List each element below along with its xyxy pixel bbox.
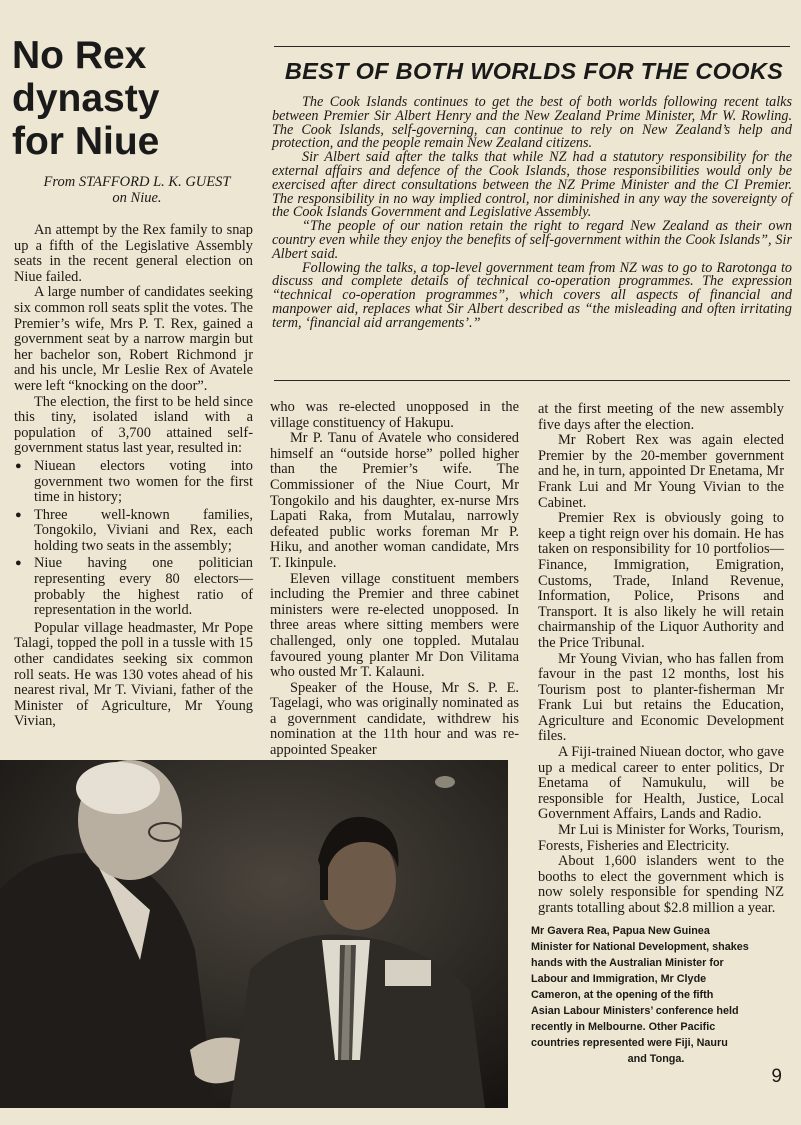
box-body <box>272 96 792 331</box>
bullet-item: ● Niuean electors voting into government two women for the first time in history; <box>14 459 253 506</box>
article-headline <box>12 34 262 163</box>
paragraph: About 1,600 islanders went to the booths to elect the government which is now solely responsible for spending NZ grants totalling about $2.8 million a year. <box>538 853 784 916</box>
bullet-item: ● Three well-known families, Tongokilo, Viviani and Rex, each holding two seats in the assembly; <box>14 508 253 555</box>
paragraph: Speaker of the House, Mr S. P. E. Tagelagi, who was originally nominated as a government candidate, withdrew his nomination at the 11th hour and was re-appointed Speaker <box>270 679 519 759</box>
paragraph: A Fiji-trained Niuean doctor, who gave up a medical career to enter politics, Dr Enetama of Namukulu, will be responsible for Health, Justice, Local Government Affairs, Lands and Radio. <box>538 744 784 823</box>
box-top-rule <box>274 46 790 47</box>
box-paragraph: Sir Albert said after the talks that while NZ had a statutory responsibility for the external affairs and defence of the Cook Islands, those responsibilities would only be exercised after direct consultations between the NZ Prime Minister and the CI Premier. The responsibility in no way implied control, nor diminished in any way the sovereignty of the Cook Islands Government and Legislative Assembly. <box>272 149 792 221</box>
page-number: 9 <box>771 1066 782 1087</box>
paragraph: Mr Young Vivian, who has fallen from favour in the past 12 months, lost his Tourism post to planter-fisherman Mr Frank Lui but retains the Education, Agriculture and Economic Development files. <box>538 650 784 745</box>
paragraph: Premier Rex is obviously going to keep a tight reign over his domain. He has taken on responsibility for 10 portfolios—Finance, Immigration, Emigration, Customs, Trade, Inland Revenue, Information, Police, Prisons and Transport. It is also likely he will retain chairmanship of the Liquor Authority and the Price Tribunal. <box>538 510 784 651</box>
paragraph: Eleven village constituent members including the Premier and three cabinet ministers were re-elected unopposed. In three areas where sitting members were challenged, only one toppled. Mutalau favoured young planter Mr Don Vilitama who ousted Mr T. Kalauni. <box>270 570 519 681</box>
handshake-photo-illustration <box>0 760 508 1108</box>
byline-author: From STAFFORD L. K. GUEST <box>43 174 231 190</box>
caption-line: recently in Melbourne. Other Pacific <box>531 1021 716 1033</box>
caption-line: countries represented were Fiji, Nauru <box>531 1037 728 1049</box>
byline <box>14 174 260 206</box>
bullet-item: ● Niue having one politician representing every 80 electors—probably the highest ratio of representation in the world. <box>14 556 253 618</box>
byline-location: on Niue. <box>112 190 162 206</box>
headline-line: dynasty <box>12 77 160 120</box>
paragraph: An attempt by the Rex family to snap up a fifth of the Legislative Assembly seats in the recent general election on Niue failed. <box>14 222 253 285</box>
article-column-3 <box>538 402 784 917</box>
photo-caption <box>531 923 781 1067</box>
caption-line: Labour and Immigration, Mr Clyde <box>531 973 707 985</box>
caption-line: and Tonga. <box>627 1053 685 1065</box>
caption-line: Asian Labour Ministers’ conference held <box>531 1005 739 1017</box>
paragraph: Mr P. Tanu of Avatele who considered himself an “outside horse” polled higher than the Premier’s wife. The Commissioner of the Niue Court, Mr Tongokilo and his daughter, ex-nurse Mrs Lapati Raka, from Mutalau, narrowly defeated public works foreman Mr P. Hiku, and another woman candidate, Mrs T. Ikinpule. <box>270 430 519 571</box>
box-paragraph: “The people of our nation retain the right to regard New Zealand as their own country even while they enjoy the benefits of self-government within the Cook Islands”, Sir Albert said. <box>272 218 792 262</box>
news-photo <box>0 760 508 1108</box>
box-paragraph: Following the talks, a top-level government team from NZ was to go to Rarotonga to discuss and complete details of technical co-operation programmes. The expression “technical co-operation programmes”, which covers all aspects of financial and manpower aid, replaces what Sir Albert described as “the misleading and often irritating term, ‘financial aid arrangements’.” <box>272 259 792 331</box>
paragraph: Popular village headmaster, Mr Pope Talagi, topped the poll in a tussle with 15 other candidates seeking six common roll seats. He was 130 votes ahead of his nearest rival, Mr T. Viviani, father of the Minister of Agriculture, Mr Young Vivian, <box>14 619 253 730</box>
paragraph: Mr Robert Rex was again elected Premier by the 20-member government and he, in turn, appointed Dr Enetama, Mr Frank Lui and Mr Young Vivian to the Cabinet. <box>538 432 784 511</box>
paragraph: at the first meeting of the new assembly five days after the election. <box>538 401 784 433</box>
paragraph: The election, the first to be held since this tiny, isolated island with a population of 3,700 attained self-government status last year, resulted in: <box>14 393 253 457</box>
paragraph: who was re-elected unopposed in the village constituency of Hakupu. <box>270 399 519 431</box>
headline-line: for Niue <box>12 120 160 163</box>
box-paragraph: The Cook Islands continues to get the best of both worlds following recent talks between Premier Sir Albert Henry and the New Zealand Prime Minister, Mr W. Rowling. The Cook Islands, self-governing, can continue to rely on New Zealand’s help and protection, and the people remain New Zealand citizens. <box>272 94 792 152</box>
caption-line: Cameron, at the opening of the fifth <box>531 989 714 1001</box>
paragraph: Mr Lui is Minister for Works, Tourism, Forests, Fisheries and Electricity. <box>538 822 784 854</box>
caption-line: Mr Gavera Rea, Papua New Guinea <box>531 925 710 937</box>
headline-line: No Rex <box>12 34 147 77</box>
article-column-1 <box>14 223 253 730</box>
article-column-2 <box>270 400 519 759</box>
caption-line: hands with the Australian Minister for <box>531 957 724 969</box>
caption-line: Minister for National Development, shakes <box>531 941 749 953</box>
box-bottom-rule <box>274 380 790 381</box>
box-headline: BEST OF BOTH WORLDS FOR THE COOKS <box>284 58 784 84</box>
bullet-list <box>14 459 253 619</box>
paragraph: A large number of candidates seeking six common roll seats split the votes. The Premier’s wife, Mrs P. T. Rex, gained a government seat by a narrow margin but her bachelor son, Robert Richmond jr and his uncle, Mr Leslie Rex of Avatele were left “knocking on the door”. <box>14 284 253 394</box>
